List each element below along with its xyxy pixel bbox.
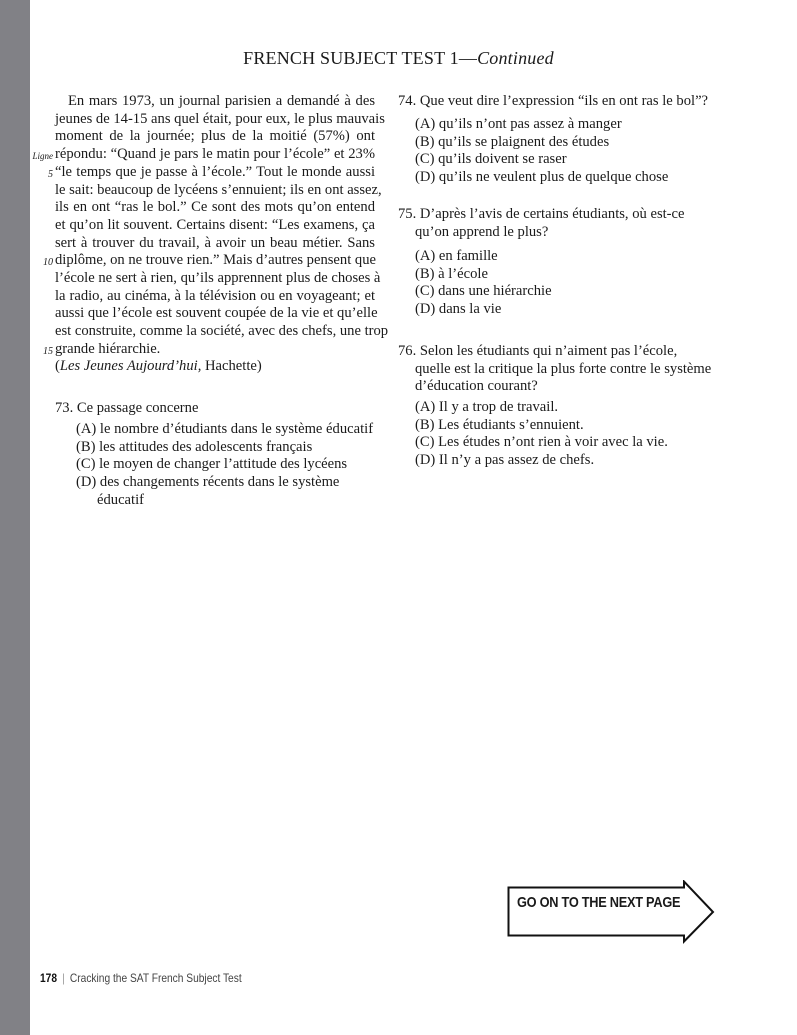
next-page-arrow-icon <box>507 880 717 944</box>
answer-option: (D) dans la vie <box>415 301 502 318</box>
book-title: Cracking the SAT French Subject Test <box>69 971 242 985</box>
answer-option: (A) le nombre d’étudiants dans le système éducatif <box>76 421 374 437</box>
line-number-15: 15 <box>43 346 53 357</box>
answer-option: (C) le moyen de changer l’attitude des lycéens <box>76 456 348 473</box>
next-page-label: GO ON TO THE NEXT PAGE <box>517 894 681 911</box>
question-75-stem: 75. D’après l’avis de certains étudiants, où est-ce <box>398 206 685 222</box>
passage-line: l’école ne sert à rien, qu’ils apprennent plus de choses à <box>55 270 381 286</box>
passage-line: et qu’on lit souvent. Certains disent: “Les examens, ça <box>55 216 375 233</box>
answer-option: (C) qu’ils doivent se raser <box>415 151 567 168</box>
passage-line: jeunes de 14-15 ans quel était, pour eux, le plus mauvais <box>55 110 385 127</box>
answer-option: (D) des changements récents dans le système <box>76 474 340 491</box>
passage-line: aussi que l’école est souvent coupée de la vie et qu’elle <box>55 305 378 322</box>
title-continued: Continued <box>477 48 554 68</box>
title-text: FRENCH SUBJECT TEST 1— <box>243 48 478 68</box>
passage-line: la radio, au cinéma, à la télévision ou en voyageant; et <box>55 287 375 304</box>
question-76-stem: 76. Selon les étudiants qui n’aiment pas l’école, <box>398 343 678 359</box>
passage-source: (Les Jeunes Aujourd’hui, Hachette) <box>55 358 262 374</box>
side-bar <box>0 0 30 1035</box>
question-76-stem: d’éducation courant? <box>415 378 538 395</box>
answer-option: (A) en famille <box>415 248 498 264</box>
answer-option: (C) dans une hiérarchie <box>415 283 552 300</box>
question-75-stem: qu’on apprend le plus? <box>415 223 549 240</box>
question-76-stem: quelle est la critique la plus forte contre le système <box>415 360 712 377</box>
answer-option: (B) les attitudes des adolescents français <box>76 438 313 455</box>
passage-line: grande hiérarchie. <box>55 340 161 357</box>
line-label: Ligne <box>32 151 53 161</box>
passage-line: En mars 1973, un journal parisien a demandé à des <box>68 93 375 109</box>
passage-line: est construite, comme la société, avec des chefs, une trop <box>55 323 389 340</box>
line-number-5: 5 <box>48 169 53 180</box>
answer-option: (D) Il n’y a pas assez de chefs. <box>415 452 595 469</box>
page-title <box>0 48 797 69</box>
passage-line: le sait: beaucoup de lycéens s’ennuient; ils en ont assez, <box>55 181 382 198</box>
question-73-stem: 73. Ce passage concerne <box>55 400 199 416</box>
answer-option: (B) à l’école <box>415 265 488 282</box>
answer-option: (A) qu’ils n’ont pas assez à manger <box>415 116 622 132</box>
answer-option: (D) qu’ils ne veulent plus de quelque chose <box>415 169 669 186</box>
page-footer: 178 | Cracking the SAT French Subject Test <box>40 971 242 985</box>
answer-option: (B) qu’ils se plaignent des études <box>415 133 610 150</box>
answer-option: (A) Il y a trop de travail. <box>415 399 559 415</box>
passage-line: sert à trouver du travail, à avoir un beau métier. Sans <box>55 234 375 251</box>
passage-line: répondu: “Quand je pars le matin pour l’école” et 23% <box>55 146 375 163</box>
question-74-stem: 74. Que veut dire l’expression “ils en ont ras le bol”? <box>398 93 709 109</box>
page-number: 178 <box>40 971 58 985</box>
line-number-10: 10 <box>43 257 53 268</box>
answer-option: (C) Les études n’ont rien à voir avec la vie. <box>415 434 668 451</box>
passage-line: diplôme, on ne trouve rien.” Mais d’autres pensent que <box>55 252 376 269</box>
passage-line: “le temps que je passe à l’école.” Tout le monde aussi <box>55 163 375 180</box>
answer-option: (B) Les étudiants s’ennuient. <box>415 416 584 433</box>
answer-option-continuation: éducatif <box>97 491 144 508</box>
passage-line: ils en ont “ras le bol.” Ce sont des mots qu’on entend <box>55 199 375 216</box>
passage-line: moment de la journée; plus de la moitié (57%) ont <box>55 128 375 145</box>
